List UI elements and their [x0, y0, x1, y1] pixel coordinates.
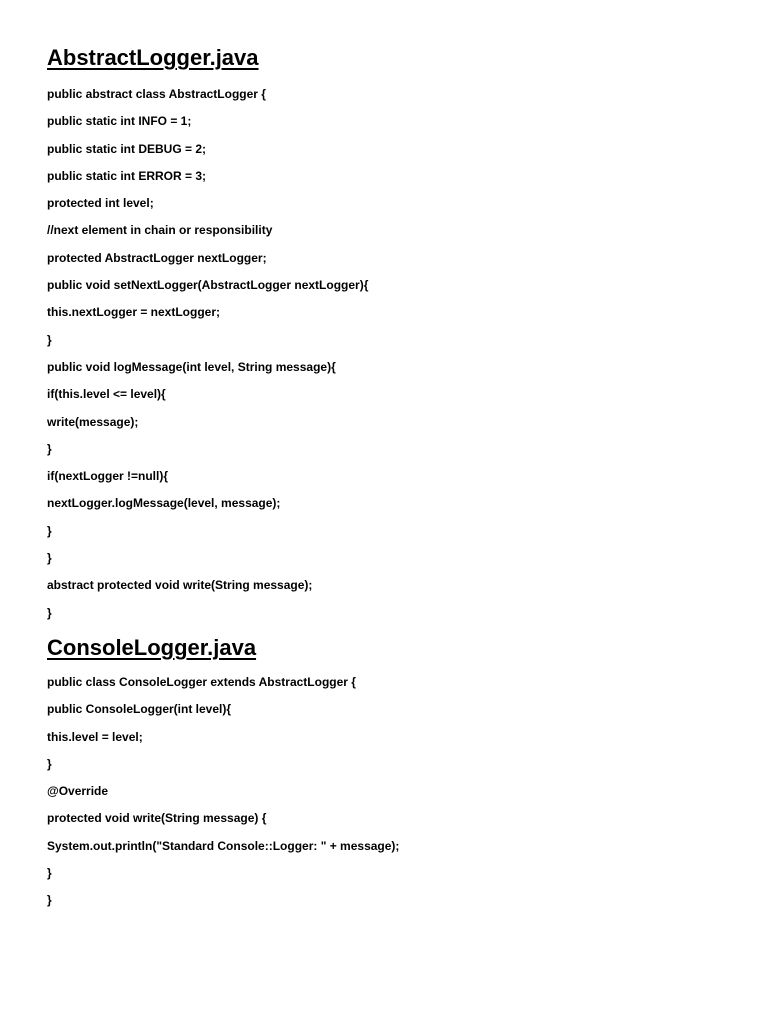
code-line: //next element in chain or responsibility: [47, 223, 273, 238]
code-line: abstract protected void write(String message);: [47, 578, 313, 593]
abstract-logger-heading: AbstractLogger.java: [47, 45, 259, 70]
console-logger-code: [47, 669, 747, 915]
code-line: public static int INFO = 1;: [47, 114, 192, 129]
console-logger-heading: ConsoleLogger.java: [47, 635, 257, 660]
code-line: protected void write(String message) {: [47, 811, 267, 826]
console-logger-section: [47, 632, 747, 915]
code-line: public static int DEBUG = 2;: [47, 141, 207, 156]
code-line: public static int ERROR = 3;: [47, 168, 207, 183]
abstract-logger-code: [47, 81, 747, 627]
code-line: }: [47, 756, 52, 771]
abstract-logger-section: [47, 42, 747, 627]
code-line: @Override: [47, 784, 109, 799]
code-line: }: [47, 332, 52, 347]
code-line: nextLogger.logMessage(level, message);: [47, 496, 281, 511]
code-line: if(nextLogger !=null){: [47, 469, 168, 484]
code-line: if(this.level <= level){: [47, 387, 166, 402]
code-line: public class ConsoleLogger extends AbstractLogger {: [47, 675, 356, 689]
code-line: }: [47, 551, 52, 566]
code-line: this.level = level;: [47, 729, 143, 744]
code-line: public void logMessage(int level, String message){: [47, 359, 336, 374]
code-line: public void setNextLogger(AbstractLogger nextLogger){: [47, 278, 369, 293]
code-line: protected AbstractLogger nextLogger;: [47, 250, 267, 265]
code-line: }: [47, 441, 52, 456]
code-line: write(message);: [47, 414, 139, 429]
code-line: }: [47, 523, 52, 538]
code-line: }: [47, 893, 52, 908]
code-line: System.out.println("Standard Console::Logger: " + message);: [47, 838, 400, 853]
code-line: }: [47, 605, 52, 620]
code-line: this.nextLogger = nextLogger;: [47, 305, 221, 320]
code-line: protected int level;: [47, 196, 154, 211]
code-line: }: [47, 866, 52, 881]
code-line: public abstract class AbstractLogger {: [47, 87, 266, 101]
code-line: public ConsoleLogger(int level){: [47, 702, 232, 717]
